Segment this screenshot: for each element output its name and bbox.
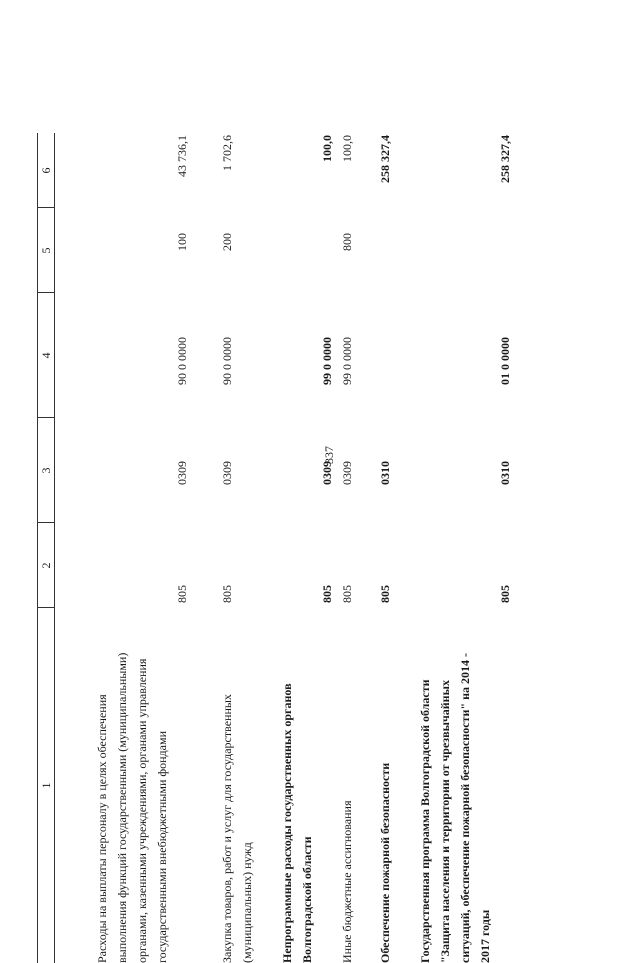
row-code-2: 805 — [340, 585, 354, 603]
row-code-4: 01 0 0000 — [498, 337, 512, 385]
row-amount: 43 736,1 — [175, 135, 189, 177]
column-header-3: 3 — [39, 467, 53, 474]
row-code-5: 800 — [340, 233, 354, 251]
row-amount: 100,0 — [320, 135, 334, 162]
column-header-4: 4 — [39, 352, 53, 359]
row-description: Непрограммные расходы государственных органов Волгоградской области — [280, 683, 314, 963]
column-header-2: 2 — [39, 562, 53, 569]
column-header-1: 1 — [39, 782, 53, 789]
row-description: Закупка товаров, работ и услуг для государственных (муниципальных) нужд — [220, 694, 254, 963]
row-description: Государственная программа Волгоградской области "Защита населения и территории от чрезвычайных ситуаций, обеспечение пожарной безопасности" на 2014 - 2017 годы — [418, 653, 492, 963]
header-bottom-border — [54, 133, 55, 963]
row-code-3: 0309 — [340, 461, 354, 485]
row-description: Расходы на выплаты персоналу в целях обеспечения выполнения функций государственными (муниципальными) органами, казенными учреждениями, органами управления государственными внебюджетными фондами — [95, 652, 169, 963]
row-code-3: 0310 — [378, 461, 392, 485]
row-code-4: 99 0 0000 — [320, 337, 334, 385]
row-code-5: 100 — [175, 233, 189, 251]
row-amount: 1 702,6 — [220, 135, 234, 171]
row-code-2: 805 — [320, 585, 334, 603]
page-number: 337 — [322, 446, 336, 464]
row-description: Иные бюджетные ассигнования — [340, 800, 354, 963]
row-code-4: 99 0 0000 — [340, 337, 354, 385]
row-amount: 258 327,4 — [378, 135, 392, 183]
row-code-4: 90 0 0000 — [175, 337, 189, 385]
row-amount: 100,0 — [340, 135, 354, 162]
row-code-4: 90 0 0000 — [220, 337, 234, 385]
row-code-3: 0309 — [220, 461, 234, 485]
row-code-2: 805 — [220, 585, 234, 603]
row-code-2: 805 — [378, 585, 392, 603]
row-code-3: 0310 — [498, 461, 512, 485]
row-code-2: 805 — [498, 585, 512, 603]
row-description: Обеспечение пожарной безопасности — [378, 762, 392, 963]
row-code-3: 0309 — [320, 461, 334, 485]
row-code-2: 805 — [175, 585, 189, 603]
budget-table — [37, 133, 517, 963]
column-header-6: 6 — [39, 167, 53, 174]
row-code-5: 200 — [220, 233, 234, 251]
row-code-3: 0309 — [175, 461, 189, 485]
column-header-5: 5 — [39, 247, 53, 254]
row-amount: 258 327,4 — [498, 135, 512, 183]
